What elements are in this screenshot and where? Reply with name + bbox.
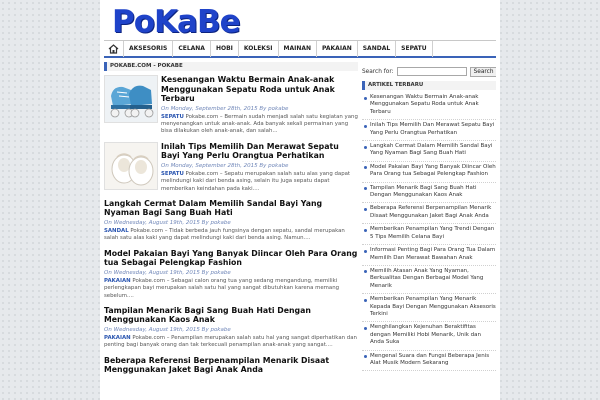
main-content bbox=[104, 62, 358, 400]
nav-item-pakaian[interactable]: PAKAIAN bbox=[317, 41, 358, 57]
recent-posts-list bbox=[362, 92, 496, 371]
nav-item-mainan[interactable]: MAINAN bbox=[279, 41, 318, 57]
post-excerpt-text: Pokabe.com – Sepatu merupakan salah satu alas yang dapat melindungi kaki dari benda asing, selain itu juga sepatu dapat memberikan keindahan pada kaki.... bbox=[161, 170, 351, 192]
post-meta: On Wednesday, August 19th, 2015 By pokabe bbox=[104, 326, 231, 333]
recent-post-link[interactable]: Memilih Atasan Anak Yang Nyaman, Berkualitas Dengan Berbagai Model Yang Menarik bbox=[362, 266, 496, 294]
post-title[interactable]: Kesenangan Waktu Bermain Anak-anak Menggunakan Sepatu Roda untuk Anak Terbaru bbox=[161, 75, 335, 103]
post-item bbox=[104, 142, 358, 193]
home-button[interactable] bbox=[104, 41, 124, 57]
post-excerpt-text: Pokabe.com – Tidak berbeda jauh fungsinya dengan sepatu, sandal merupakan salah satu alas kaki yang dapat melindungi kaki dari benda asing. Namun.... bbox=[104, 227, 345, 242]
post-excerpt bbox=[104, 335, 358, 350]
recent-post-link[interactable]: Model Pakaian Bayi Yang Banyak Diincar Oleh Para Orang tua Sebagai Pelengkap Fashion bbox=[362, 162, 496, 183]
page bbox=[100, 0, 500, 400]
post-meta: On Wednesday, August 19th, 2015 By pokabe bbox=[104, 269, 231, 276]
post-meta: On Monday, September 28th, 2015 By pokabe bbox=[161, 162, 289, 169]
sidebar bbox=[362, 66, 496, 400]
recent-posts-title: ARTIKEL TERBARU bbox=[362, 81, 496, 90]
roller-skates-image[interactable] bbox=[104, 75, 158, 123]
nav-item-sepatu[interactable]: SEPATU bbox=[396, 41, 432, 57]
search-button[interactable]: Search bbox=[470, 67, 496, 77]
search-label: Search for: bbox=[362, 68, 394, 75]
post-title[interactable]: Inilah Tips Memilih Dan Merawat Sepatu Bayi Yang Perlu Orangtua Perhatikan bbox=[161, 141, 339, 161]
post-category[interactable]: SEPATU bbox=[161, 170, 184, 177]
post-excerpt bbox=[104, 278, 358, 300]
post-item bbox=[104, 356, 358, 375]
nav-item-sandal[interactable]: SANDAL bbox=[358, 41, 396, 57]
post-item bbox=[104, 249, 358, 300]
nav-item-koleksi[interactable]: KOLEKSI bbox=[239, 41, 279, 57]
breadcrumb: POKABE.COM - POKABE bbox=[104, 62, 358, 71]
baby-shoes-image[interactable] bbox=[104, 142, 158, 190]
nav-item-hobi[interactable]: HOBI bbox=[211, 41, 239, 57]
post-category[interactable]: SANDAL bbox=[104, 227, 129, 234]
recent-post-link[interactable]: Inilah Tips Memilih Dan Merawat Sepatu Bayi Yang Perlu Orangtua Perhatikan bbox=[362, 120, 496, 141]
post-title[interactable]: Langkah Cermat Dalam Memilih Sandal Bayi Yang Nyaman Bagi Sang Buah Hati bbox=[104, 198, 323, 218]
post-item bbox=[104, 75, 358, 136]
recent-post-link[interactable]: Langkah Cermat Dalam Memilih Sandal Bayi Yang Nyaman Bagi Sang Buah Hati bbox=[362, 141, 496, 162]
post-category[interactable]: PAKAIAN bbox=[104, 277, 131, 284]
post-title[interactable]: Model Pakaian Bayi Yang Banyak Diincar Oleh Para Orang tua Sebagai Pelengkap Fashion bbox=[104, 248, 358, 268]
recent-post-link[interactable]: Kesenangan Waktu Bermain Anak-anak Menggunakan Sepatu Roda untuk Anak Terbaru bbox=[362, 92, 496, 120]
post-item bbox=[104, 306, 358, 350]
post-excerpt-text: Pokabe.com – Sebagai calon orang tua yang sedang mengandung, memiliki perlengkapan bayi merupakan salah satu hal yang sangat dibutuhkan karena memang sebelum.... bbox=[104, 277, 340, 299]
recent-post-link[interactable]: Informasi Penting Bagi Para Orang Tua Dalam Memilih Dan Merawat Bawahan Anak bbox=[362, 245, 496, 266]
post-excerpt bbox=[161, 171, 358, 193]
post-title[interactable]: Beberapa Referensi Berpenampilan Menarik Disaat Menggunakan Jaket Bagi Anak Anda bbox=[104, 355, 330, 375]
recent-post-link[interactable]: Tampilan Menarik Bagi Sang Buah Hati Dengan Menggunakan Kaos Anak bbox=[362, 183, 496, 204]
recent-post-link[interactable]: Mengenal Suara dan Fungsi Beberapa Jenis Alat Musik Modern Sekarang bbox=[362, 351, 496, 372]
search-input[interactable] bbox=[397, 67, 467, 76]
post-excerpt bbox=[104, 228, 358, 243]
nav-item-celana[interactable]: CELANA bbox=[173, 41, 211, 57]
post-excerpt-text: Pokabe.com – Penampilan merupakan salah satu hal yang sangat diperhatikan dan penting bagi banyak orang dan tak terkecuali penampilan anak-anak yang sangat.... bbox=[104, 334, 357, 349]
recent-post-link[interactable]: Memberikan Penampilan Yang Trendi Dengan 5 Tips Memilih Celana Bayi bbox=[362, 224, 496, 245]
main-nav bbox=[104, 40, 496, 58]
post-meta: On Wednesday, August 19th, 2015 By pokabe bbox=[104, 219, 231, 226]
recent-post-link[interactable]: Memberikan Penampilan Yang Menarik Kepada Bayi Dengan Menggunakan Aksesoris Terkini bbox=[362, 294, 496, 322]
recent-post-link[interactable]: Menghilangkan Kejenuhan Beraktifitas dengan Memiliki Hobi Menarik, Unik dan Anda Suka bbox=[362, 322, 496, 350]
nav-item-aksesoris[interactable]: AKSESORIS bbox=[124, 41, 173, 57]
home-icon bbox=[108, 44, 119, 54]
site-logo[interactable]: PoKaBe bbox=[112, 4, 240, 40]
search-form bbox=[362, 66, 496, 77]
post-excerpt bbox=[161, 114, 358, 136]
post-category[interactable]: SEPATU bbox=[161, 113, 184, 120]
post-excerpt-text: Pokabe.com – Bermain sudah menjadi salah satu kegiatan yang menyenangkan untuk anak-anak. Ada banyak sekali permainan yang bisa dilakukan oleh anak-anak, dan salah... bbox=[161, 113, 358, 135]
post-category[interactable]: PAKAIAN bbox=[104, 334, 131, 341]
post-title[interactable]: Tampilan Menarik Bagi Sang Buah Hati Dengan Menggunakan Kaos Anak bbox=[104, 305, 311, 325]
post-item bbox=[104, 199, 358, 243]
recent-post-link[interactable]: Beberapa Referensi Berpenampilan Menarik Disaat Menggunakan Jaket Bagi Anak Anda bbox=[362, 203, 496, 224]
post-meta: On Monday, September 28th, 2015 By pokabe bbox=[161, 105, 289, 112]
